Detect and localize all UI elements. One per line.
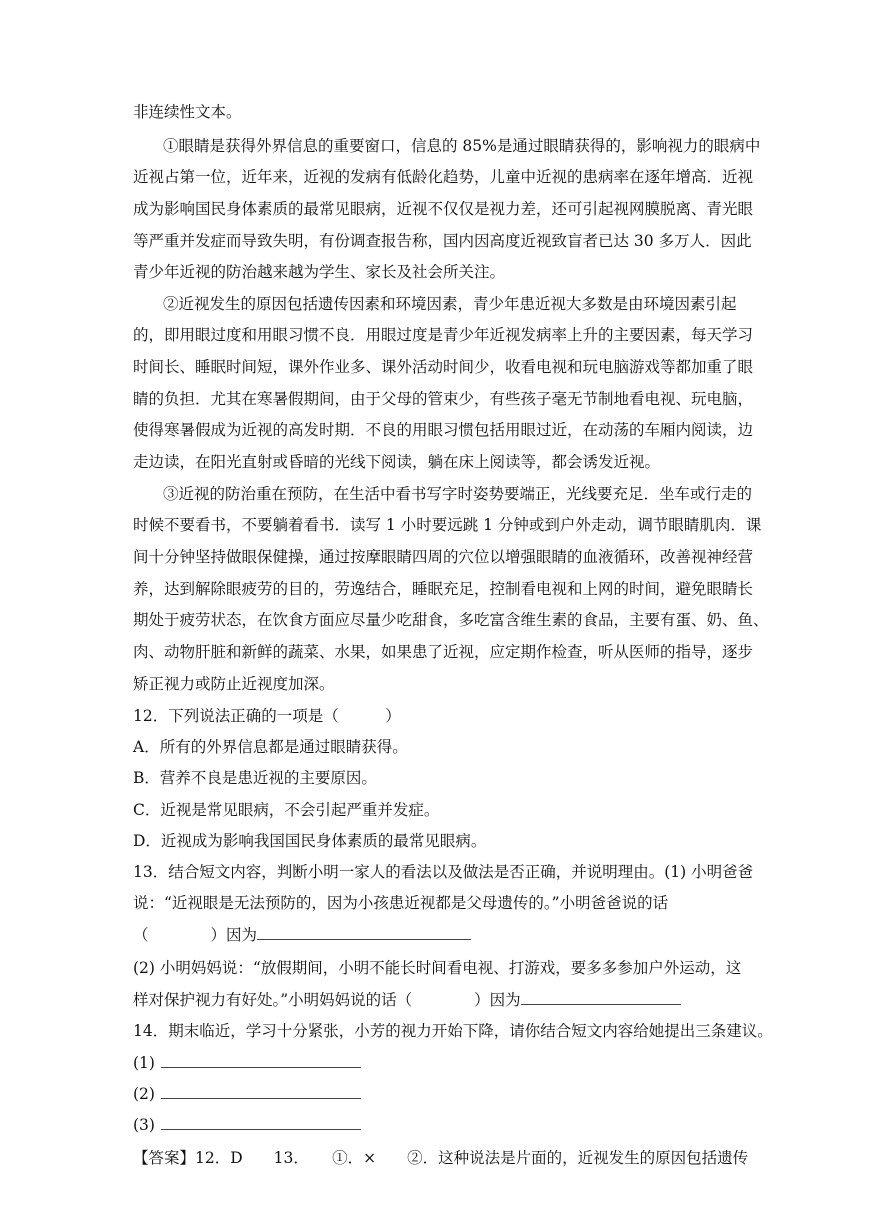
q14-item-2-label: (2)	[133, 1085, 155, 1103]
q14-item-3	[133, 1114, 361, 1134]
passage-p2-line-6: 走边读，在阳光直射或昏暗的光线下阅读，躺在床上阅读等，都会诱发近视。	[133, 453, 661, 471]
passage-p3-line-7: 矫正视力或防止近视度加深。	[133, 675, 335, 693]
q14-item-3-blank[interactable]	[161, 1114, 361, 1130]
answer-line	[133, 1148, 748, 1168]
passage-p3-line-2: 时候不要看书，不要躺着看书．读写 1 小时要远跳 1 分钟或到户外走动，调节眼睛肌肉．课	[133, 516, 762, 534]
passage-p3-line-6: 肉、动物肝脏和新鲜的蔬菜、水果，如果患了近视，应定期作检查，听从医师的指导，逐步	[133, 643, 754, 661]
q13-line-3	[133, 924, 471, 944]
passage-p3-line-1: ③近视的防治重在预防，在生活中看书写字时姿势要端正，光线要充足．坐车或行走的	[163, 485, 753, 503]
answer-text: 12．D 13． ①．× ②．这种说法是片面的，近视发生的原因包括遗传	[195, 1149, 749, 1167]
passage-p1-line-3: 成为影响国民身体素质的最常见眼病，近视不仅仅是视力差，还可引起视网膜脱离、青光眼	[133, 200, 754, 218]
q12-stem: 12．下列说法正确的一项是（ ）	[133, 707, 401, 725]
q14-item-2-blank[interactable]	[161, 1083, 361, 1099]
q13-mom-judgement: 样对保护视力有好处。”小明妈妈说的话（ ）因为	[133, 991, 521, 1009]
q12-option-d: D．近视成为影响我国国民身体素质的最常见眼病。	[133, 832, 487, 850]
q13-line-4: (2) 小明妈妈说：“放假期间，小明不能长时间看电视、打游戏，要多多参加户外运动，这	[133, 959, 742, 977]
passage-p2-line-4: 睛的负担．尤其在寒暑假期间，由于父母的管束少，有些孩子毫无节制地看电视、玩电脑，	[133, 390, 754, 408]
q14-item-1-blank[interactable]	[161, 1052, 361, 1068]
passage-p2-line-2: 的，即用眼过度和用眼习惯不良．用眼过度是青少年近视发病率上升的主要因素，每天学习	[133, 326, 754, 344]
q13-dad-judgement: （ ）因为	[133, 926, 258, 944]
q13-dad-reason-blank[interactable]	[257, 924, 471, 940]
passage-p3-line-5: 期处于疲劳状态，在饮食方面应尽量少吃甜食，多吃富含维生素的食品，主要有蛋、奶、鱼、	[133, 611, 769, 629]
q14-stem: 14．期末临近，学习十分紧张，小芳的视力开始下降，请你结合短文内容给她提出三条建议。	[133, 1022, 773, 1040]
q12-option-a: A．所有的外界信息都是通过眼睛获得。	[133, 738, 408, 756]
intro-text: 非连续性文本。	[133, 103, 242, 121]
passage-p3-line-3: 间十分钟坚持做眼保健操，通过按摩眼睛四周的穴位以增强眼睛的血液循环，改善视神经营	[133, 548, 754, 566]
passage-p2-line-1: ②近视发生的原因包括遗传因素和环境因素，青少年患近视大多数是由环境因素引起	[163, 295, 737, 313]
passage-p2-line-5: 使得寒暑假成为近视的高发时期．不良的用眼习惯包括用眼过近，在动荡的车厢内阅读，边	[133, 421, 754, 439]
q13-mom-reason-blank[interactable]	[521, 989, 681, 1005]
q12-option-b: B．营养不良是患近视的主要原因。	[133, 769, 377, 787]
q13-line-5	[133, 989, 681, 1009]
q14-item-1-label: (1)	[133, 1054, 155, 1072]
passage-p1-line-1: ①眼睛是获得外界信息的重要窗口，信息的 85%是通过眼睛获得的，影响视力的眼病中	[163, 137, 761, 155]
q13-line-1: 13．结合短文内容，判断小明一家人的看法以及做法是否正确，并说明理由。(1) 小明爸爸	[133, 863, 754, 881]
q14-item-2	[133, 1083, 361, 1103]
q14-item-1	[133, 1052, 361, 1072]
passage-p1-line-4: 等严重并发症而导致失明，有份调查报告称，国内因高度近视致盲者已达 30 多万人．因此	[133, 232, 752, 250]
answer-label: 【答案】	[133, 1149, 196, 1167]
q14-item-3-label: (3)	[133, 1116, 155, 1134]
passage-p3-line-4: 养，达到解除眼疲劳的目的，劳逸结合，睡眠充足，控制看电视和上网的时间，避免眼睛长	[133, 580, 754, 598]
passage-p1-line-5: 青少年近视的防治越来越为学生、家长及社会所关注。	[133, 263, 506, 281]
q12-option-c: C．近视是常见眼病，不会引起严重并发症。	[133, 801, 440, 819]
passage-p2-line-3: 时间长、睡眠时间短，课外作业多、课外活动时间少，收看电视和玩电脑游戏等都加重了眼	[133, 358, 754, 376]
q13-line-2: 说：“近视眼是无法预防的，因为小孩患近视都是父母遗传的。”小明爸爸说的话	[133, 894, 669, 912]
passage-p1-line-2: 近视占第一位，近年来，近视的发病有低龄化趋势，儿童中近视的患病率在逐年增高．近视	[133, 168, 754, 186]
